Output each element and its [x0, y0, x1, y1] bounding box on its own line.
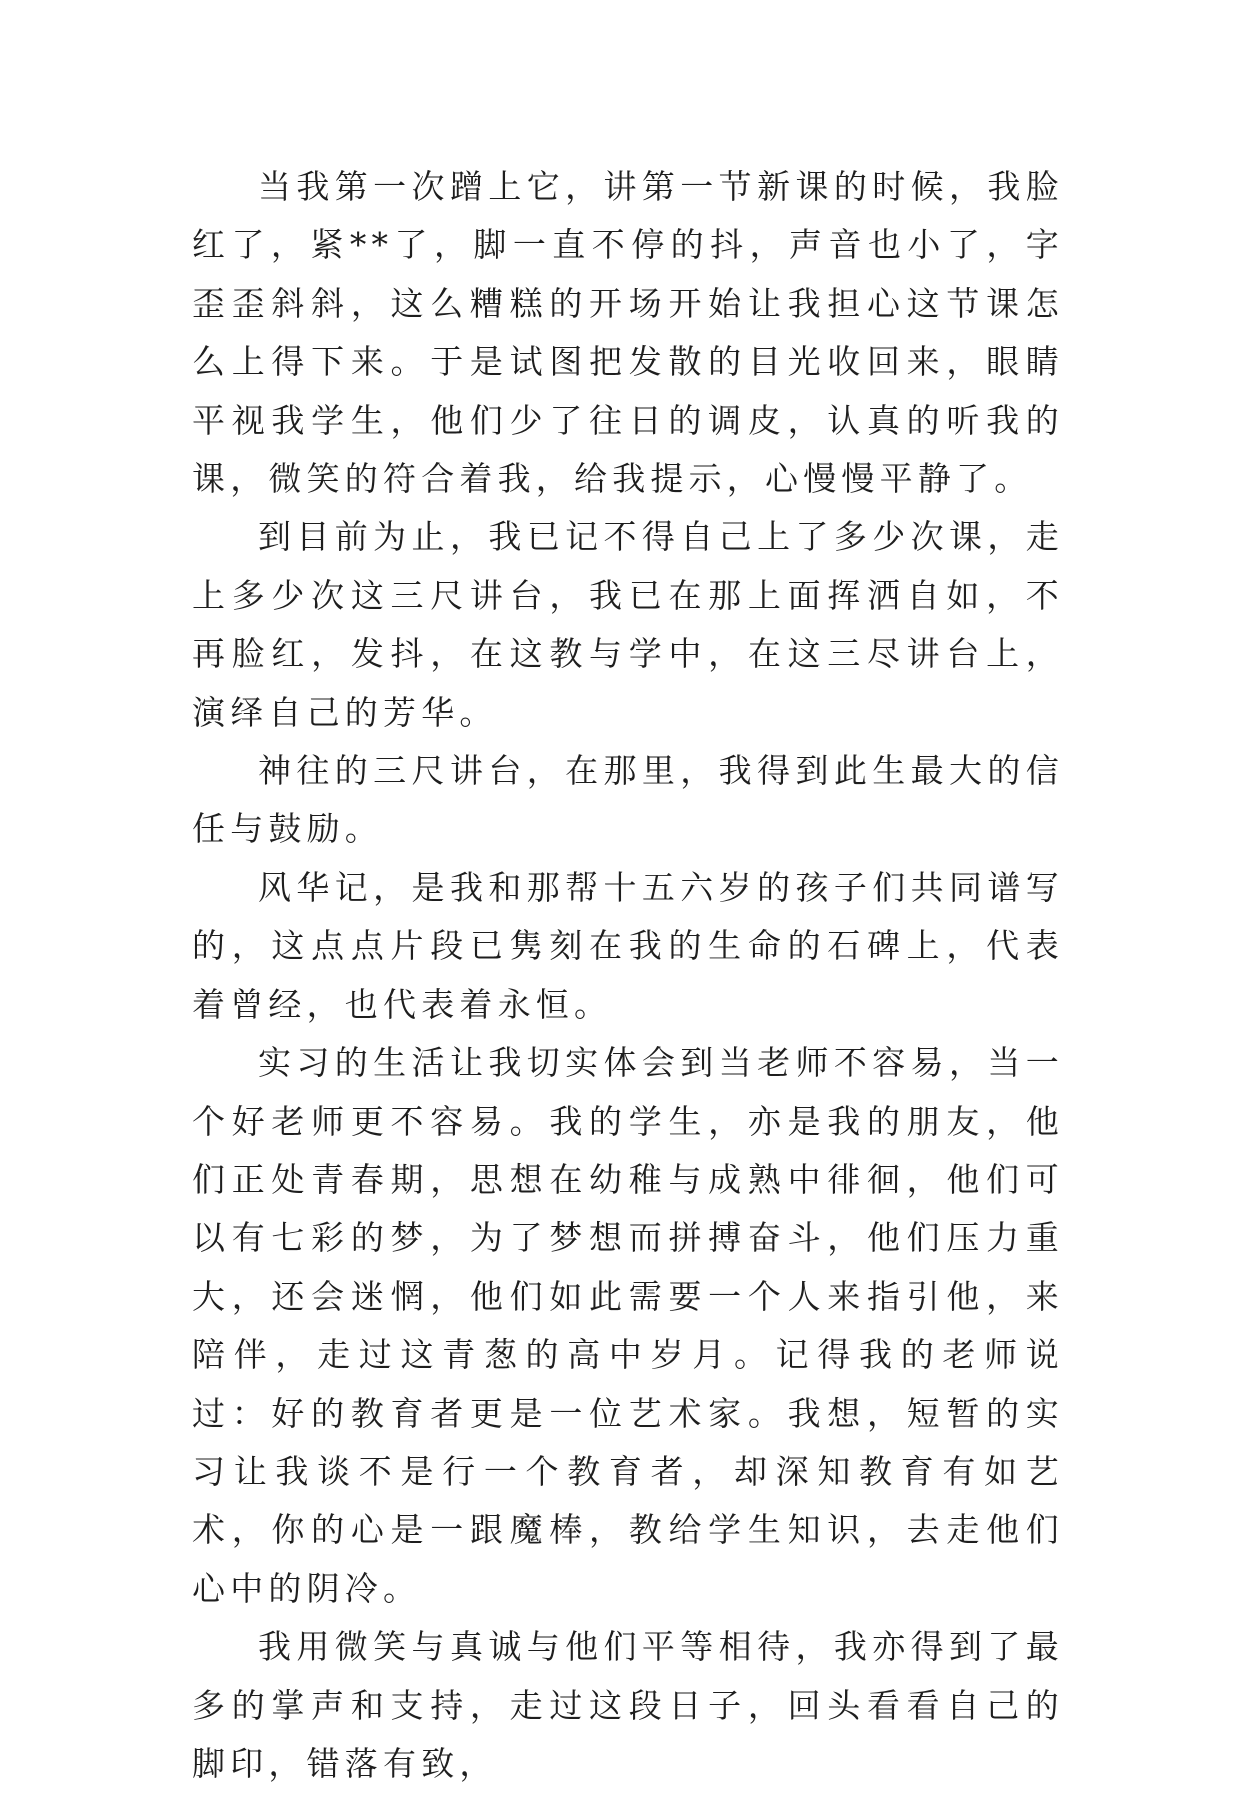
paragraph-1: 当我第一次蹭上它，讲第一节新课的时候，我脸红了，紧**了，脚一直不停的抖，声音也小了，字歪歪斜斜，这么糟糕的开场开始让我担心这节课怎么上得下来。于是试图把发散的目光收回来，眼睛平视我学生，他们少了往日的调皮，认真的听我的课，微笑的符合着我，给我提示，心慢慢平静了。: [192, 167, 1064, 499]
paragraph-4: 风华记，是我和那帮十五六岁的孩子们共同谱写的，这点点片段已隽刻在我的生命的石碑上，代表着曾经，也代表着永恒。: [192, 867, 1064, 1024]
paragraph-5: 实习的生活让我切实体会到当老师不容易，当一个好老师更不容易。我的学生，亦是我的朋友，他们正处青春期，思想在幼稚与成熟中徘徊，他们可以有七彩的梦，为了梦想而拼搏奋斗，他们压力重大，还会迷惘，他们如此需要一个人来指引他，来陪伴，走过这青葱的高中岁月。记得我的老师说过：好的教育者更是一位艺术家。我想，短暂的实习让我谈不是行一个教育者，却深知教育有如艺术，你的心是一跟魔棒，教给学生知识，去走他们心中的阴冷。: [192, 1043, 1064, 1608]
paragraph-2: 到目前为止，我已记不得自己上了多少次课，走上多少次这三尺讲台，我已在那上面挥洒自如，不再脸红，发抖，在这教与学中，在这三尽讲台上，演绎自己的芳华。: [192, 517, 1064, 732]
document-body: [192, 158, 1064, 1793]
paragraph-3: 神往的三尺讲台，在那里，我得到此生最大的信任与鼓励。: [192, 751, 1064, 849]
paragraph-6: 我用微笑与真诚与他们平等相待，我亦得到了最多的掌声和支持，走过这段日子，回头看看自己的脚印，错落有致，: [192, 1627, 1064, 1783]
